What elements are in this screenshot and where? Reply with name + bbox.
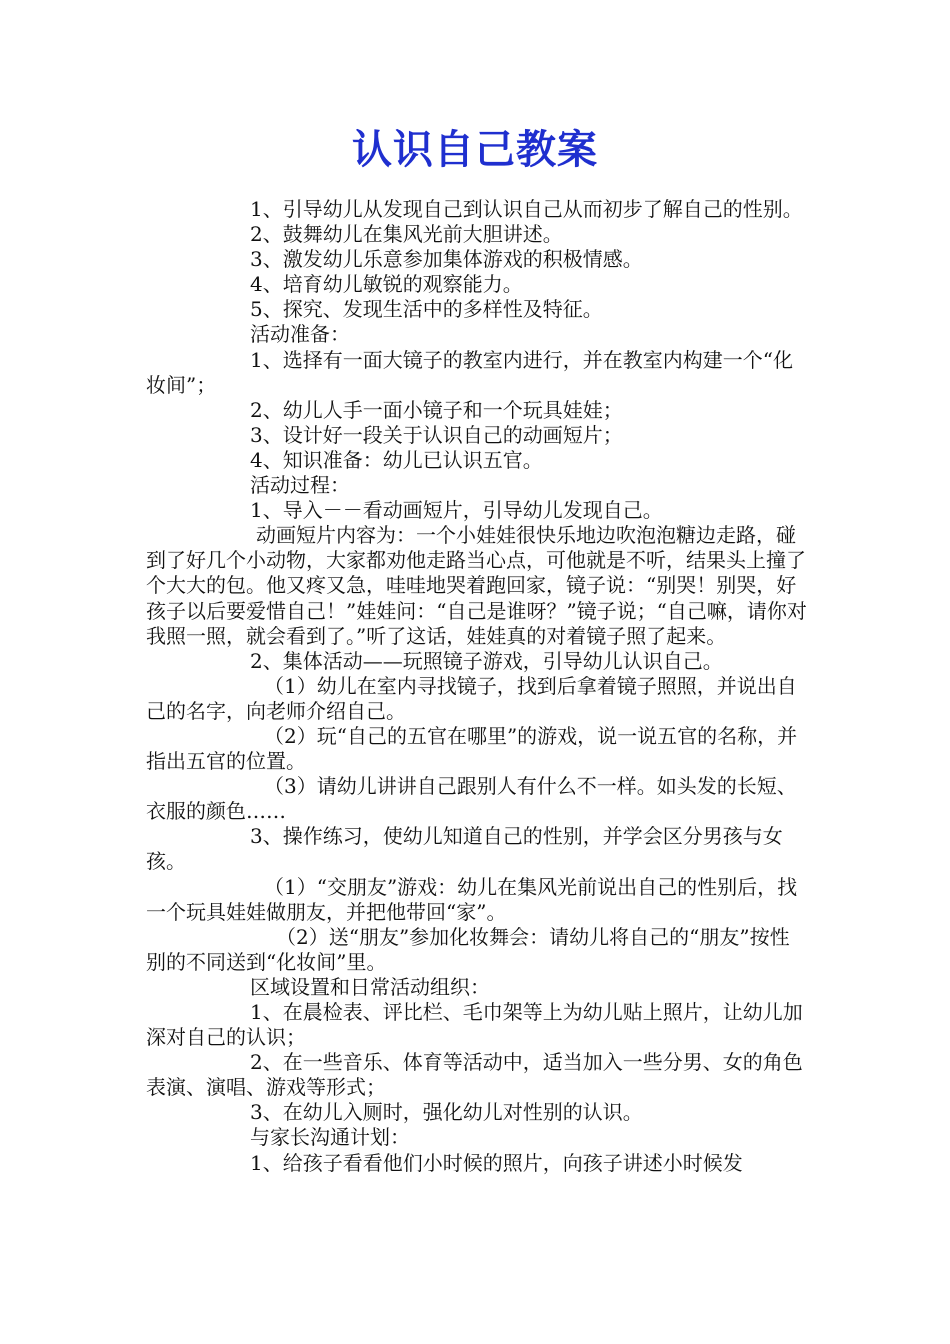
paragraph-parent-1: 1、给孩子看看他们小时候的照片，向孩子讲述小时候发 (250, 1150, 743, 1175)
paragraph-prep-4: 4、知识准备：幼儿已认识五官。 (250, 447, 543, 472)
paragraph-animation-content: 动画短片内容为：一个小娃娃很快乐地边吹泡泡糖边走路，碰到了好几个小动物，大家都劝他走路当心点，可他就是不听，结果头上撞了个大大的包。他又疼又急，哇哇地哭着跑回家，镜子说：“别哭！别哭，好孩子以后要爱惜自己！”娃娃问：“自己是谁呀？”镜子说；“自己嘛，请你对我照一照，就会看到了。”听了这话，娃娃真的对着镜子照了起来。 (146, 523, 807, 648)
paragraph-goal-4: 4、培育幼儿敏锐的观察能力。 (250, 272, 523, 297)
paragraph-area-2: 2、在一些音乐、体育等活动中，适当加入一些分男、女的角色表演、演唱、游戏等形式； (146, 1050, 803, 1100)
document-body (146, 197, 808, 1176)
paragraph-process-3-2: （2）送“朋友”参加化妆舞会：请幼儿将自己的“朋友”按性别的不同送到“化妆间”里。 (146, 924, 790, 974)
paragraph-process-2-3: （3）请幼儿讲讲自己跟别人有什么不一样。如头发的长短、衣服的颜色…… (146, 774, 797, 824)
paragraph-prep-2: 2、幼儿人手一面小镜子和一个玩具娃娃； (250, 397, 623, 422)
paragraph-goal-1: 1、引导幼儿从发现自己到认识自己从而初步了解自己的性别。 (250, 197, 803, 221)
paragraph-prep-3: 3、设计好一段关于认识自己的动画短片； (250, 422, 623, 447)
paragraph-area-1: 1、在晨检表、评比栏、毛巾架等上为幼儿贴上照片，让幼儿加深对自己的认识； (146, 1000, 803, 1050)
paragraph-process-3: 3、操作练习，使幼儿知道自己的性别，并学会区分男孩与女孩。 (146, 824, 783, 874)
paragraph-process-2-1: （1）幼儿在室内寻找镜子，找到后拿着镜子照照，并说出自己的名字，向老师介绍自己。 (146, 673, 797, 723)
document-title: 认识自己教案 (352, 127, 598, 173)
paragraph-process-2: 2、集体活动——玩照镜子游戏，引导幼儿认识自己。 (250, 648, 723, 673)
paragraph-goal-5: 5、探究、发现生活中的多样性及特征。 (250, 297, 603, 322)
paragraph-area-3: 3、在幼儿入厕时，强化幼儿对性别的认识。 (250, 1100, 643, 1125)
section-heading-preparation: 活动准备： (250, 322, 350, 347)
section-heading-area-setup: 区域设置和日常活动组织： (250, 974, 490, 999)
paragraph-process-3-1: （1）“交朋友”游戏：幼儿在集风光前说出自己的性别后，找一个玩具娃娃做朋友，并把他带回“家”。 (146, 874, 798, 924)
paragraph-process-2-2: （2）玩“自己的五官在哪里”的游戏，说一说五官的名称，并指出五官的位置。 (146, 723, 798, 774)
section-heading-parent-communication: 与家长沟通计划： (250, 1125, 410, 1150)
paragraph-process-1: 1、导入－－看动画短片，引导幼儿发现自己。 (250, 498, 663, 523)
section-heading-process: 活动过程： (250, 473, 350, 498)
paragraph-goal-2: 2、鼓舞幼儿在集风光前大胆讲述。 (250, 222, 563, 247)
paragraph-goal-3: 3、激发幼儿乐意参加集体游戏的积极情感。 (250, 247, 643, 272)
paragraph-prep-1: 1、选择有一面大镜子的教室内进行，并在教室内构建一个“化妆间”； (146, 347, 793, 397)
